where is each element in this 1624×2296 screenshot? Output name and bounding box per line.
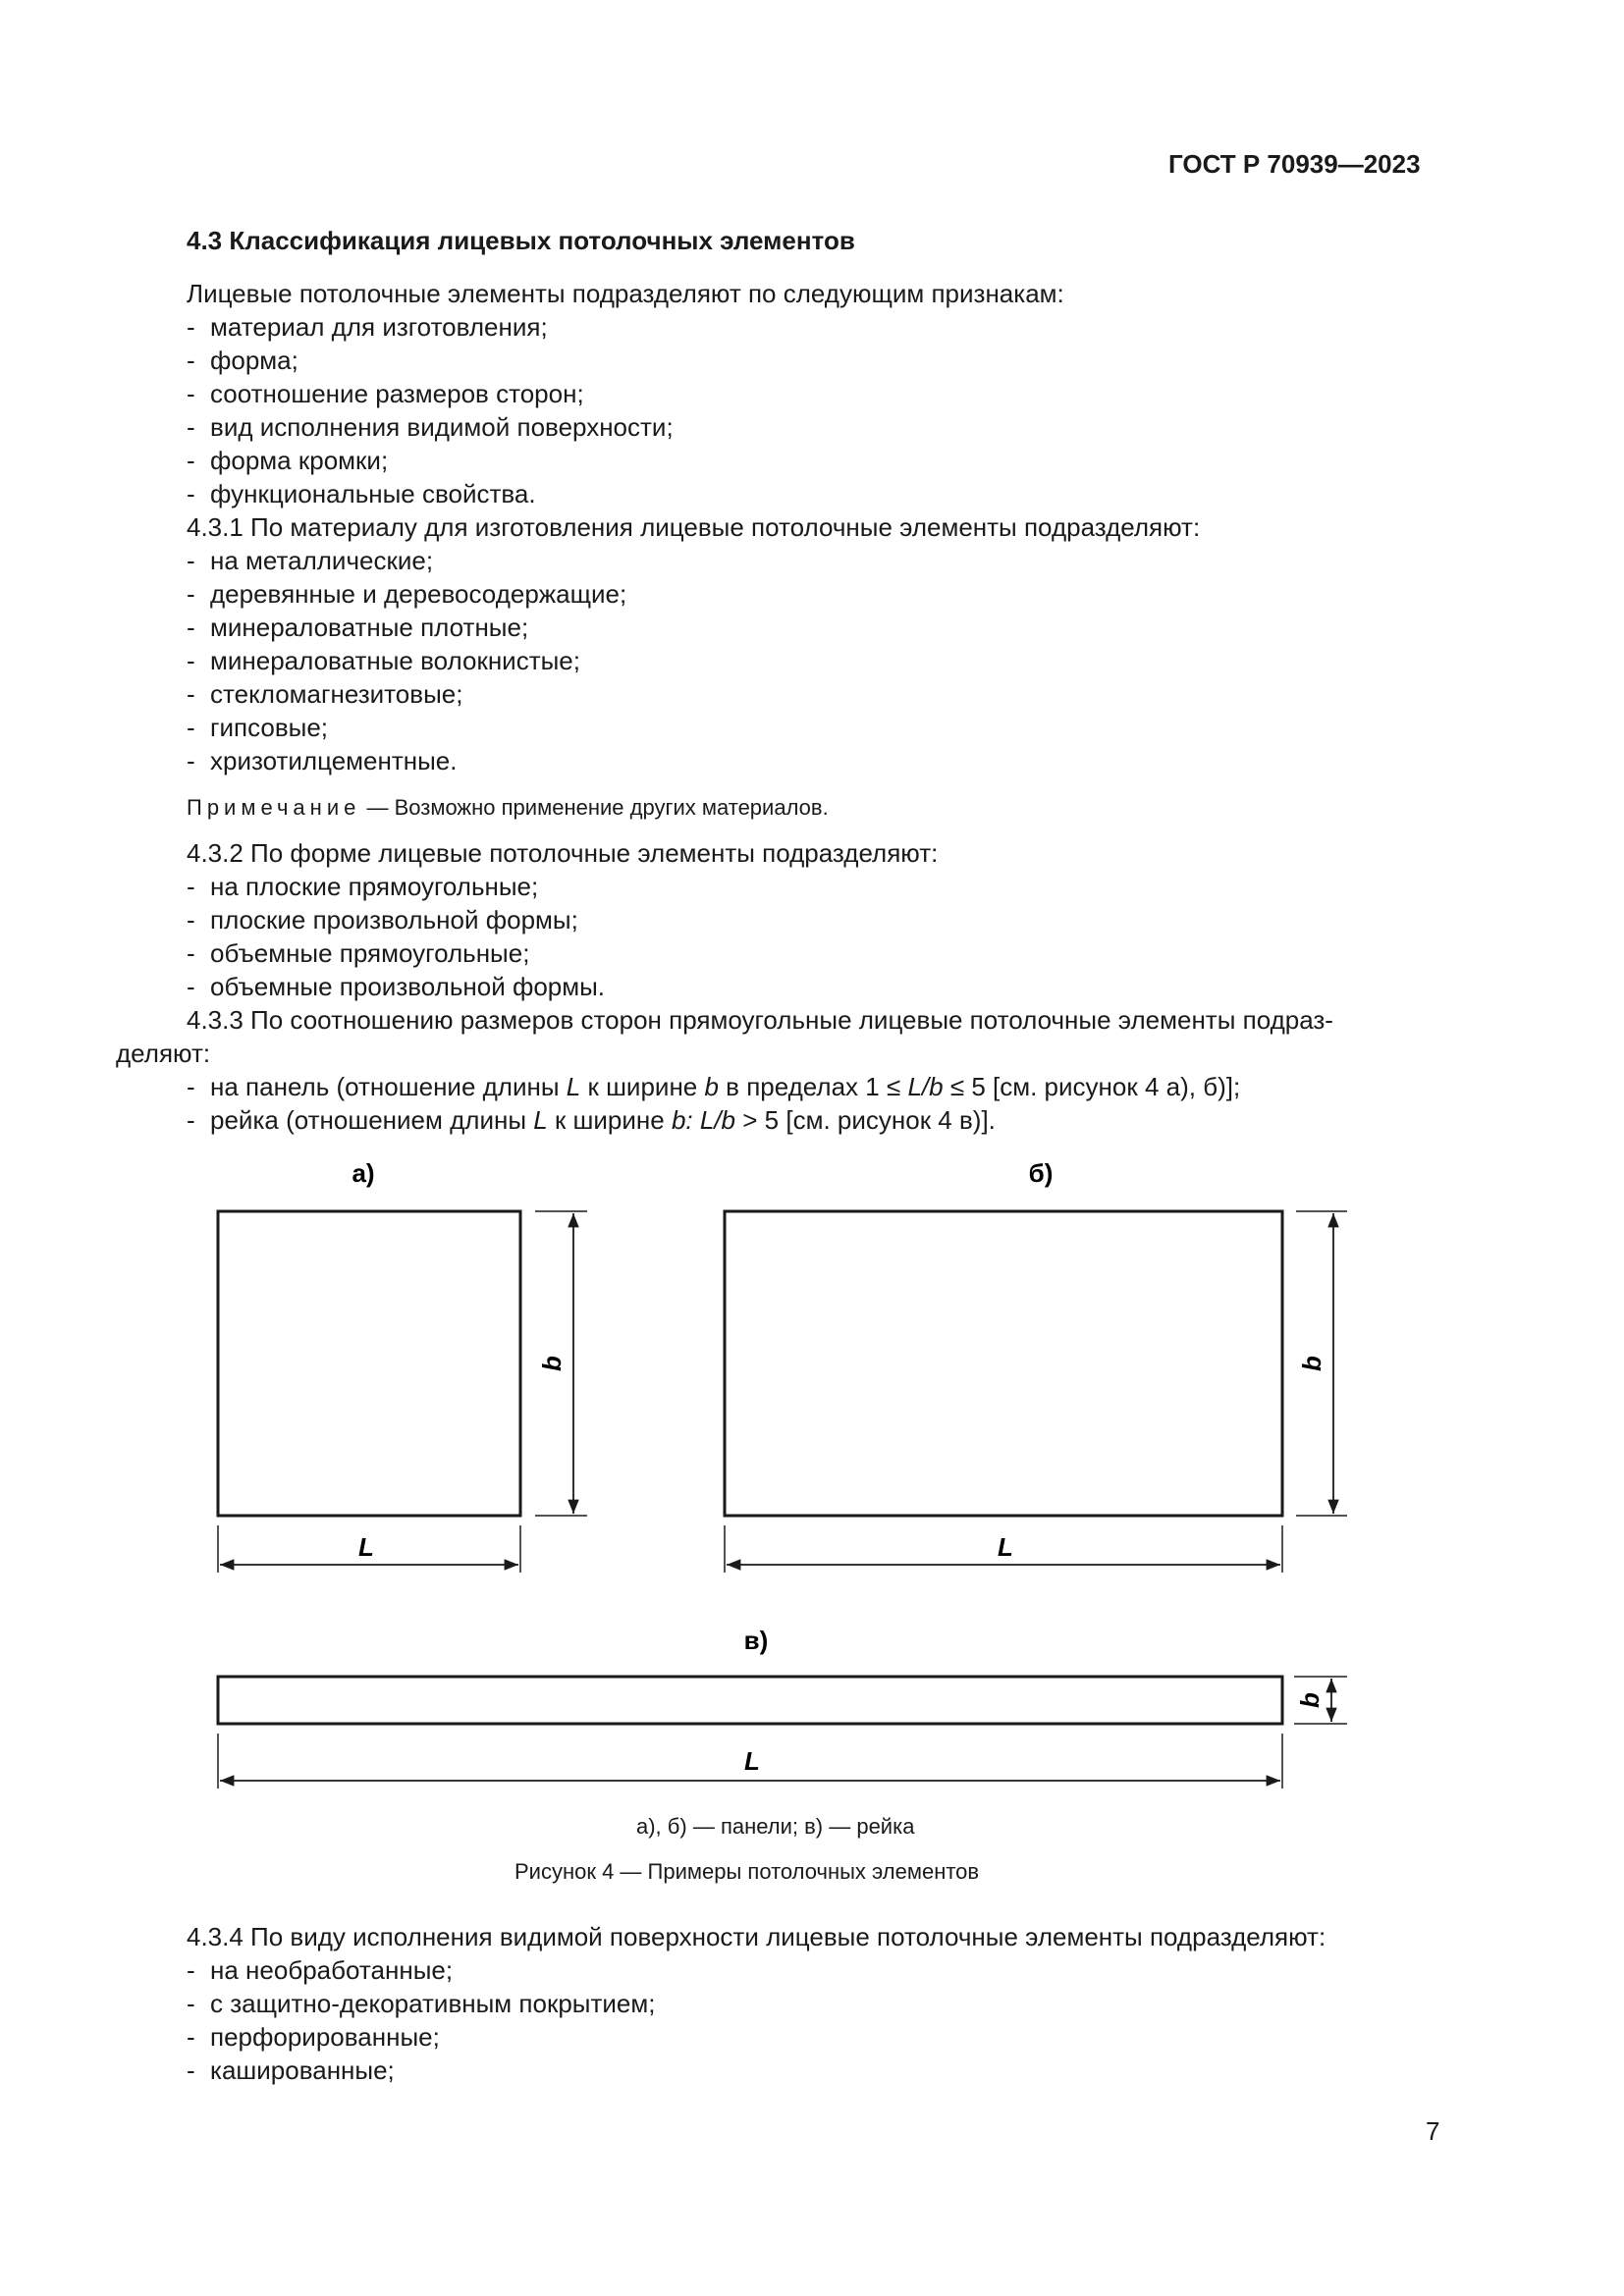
list-item: - форма; (187, 346, 298, 375)
paragraph-4-3-2-heading: 4.3.2 По форме лицевые потолочные элементы подразделяют: (187, 838, 939, 868)
list-item: - хризотилцементные. (187, 746, 458, 775)
list-item: - материал для изготовления; (187, 312, 548, 342)
list-item: - перфорированные; (187, 2022, 440, 2052)
dim-label-L-b: L (998, 1532, 1013, 1562)
figure-label-a: а) (352, 1158, 375, 1188)
page-number: 7 (1426, 2116, 1440, 2146)
paragraph-4-3-3-heading-cont: деляют: (116, 1039, 211, 1068)
paragraph-4-3-1-heading: 4.3.1 По материалу для изготовления лицевые потолочные элементы подразделяют: (187, 512, 1201, 542)
panel-b-rect (725, 1211, 1282, 1516)
list-item: - соотношение размеров сторон; (187, 379, 584, 408)
list-item: - на панель (отношение длины L к ширине b в пределах 1 ≤ L/b ≤ 5 [см. рисунок 4 а), б)]; (187, 1072, 1241, 1101)
figure-legend: а), б) — панели; в) — рейка (636, 1814, 915, 1839)
list-item: - форма кромки; (187, 446, 389, 475)
list-item: - вид исполнения видимой поверхности; (187, 412, 674, 442)
panel-a-rect (218, 1211, 520, 1516)
paragraph-4-3-4-heading: 4.3.4 По виду исполнения видимой поверхности лицевые потолочные элементы подразделяют: (187, 1922, 1326, 1951)
list-item: - плоские произвольной формы; (187, 905, 578, 934)
list-item: - объемные произвольной формы. (187, 972, 606, 1001)
list-item: - минераловатные плотные; (187, 613, 529, 642)
figure-label-v: в) (743, 1626, 769, 1655)
list-item: - кашированные; (187, 2056, 395, 2085)
list-item: - на металлические; (187, 546, 434, 575)
section-title: 4.3 Классификация лицевых потолочных элементов (187, 226, 855, 255)
dim-label-L-a: L (358, 1532, 374, 1562)
list-item: - на плоские прямоугольные; (187, 872, 539, 901)
document-id-header: ГОСТ Р 70939—2023 (1168, 149, 1421, 179)
dim-label-b-b: b (1297, 1356, 1326, 1371)
figure-caption: Рисунок 4 — Примеры потолочных элементов (514, 1859, 980, 1884)
list-item: - объемные прямоугольные; (187, 938, 530, 968)
dim-label-b-v: b (1295, 1692, 1325, 1708)
list-item: - на необработанные; (187, 1955, 454, 1985)
note: Примечание — Возможно применение других материалов. (187, 795, 829, 820)
dim-label-L-v: L (744, 1746, 760, 1776)
list-item: - деревянные и деревосодержащие; (187, 579, 627, 609)
list-item: - рейка (отношением длины L к ширине b: L/b > 5 [см. рисунок 4 в)]. (187, 1105, 996, 1135)
list-item: - гипсовые; (187, 713, 329, 742)
dim-label-b-a: b (537, 1356, 567, 1371)
list-item: - функциональные свойства. (187, 479, 536, 508)
figure-label-b: б) (1028, 1158, 1054, 1188)
intro-text: Лицевые потолочные элементы подразделяют по следующим признакам: (187, 279, 1064, 308)
rail-rect (218, 1677, 1282, 1724)
list-item: - с защитно-декоративным покрытием; (187, 1989, 656, 2018)
list-item: - минераловатные волокнистые; (187, 646, 580, 675)
paragraph-4-3-3-heading: 4.3.3 По соотношению размеров сторон прямоугольные лицевые потолочные элементы подраз- (187, 1005, 1333, 1035)
list-item: - стекломагнезитовые; (187, 679, 463, 709)
